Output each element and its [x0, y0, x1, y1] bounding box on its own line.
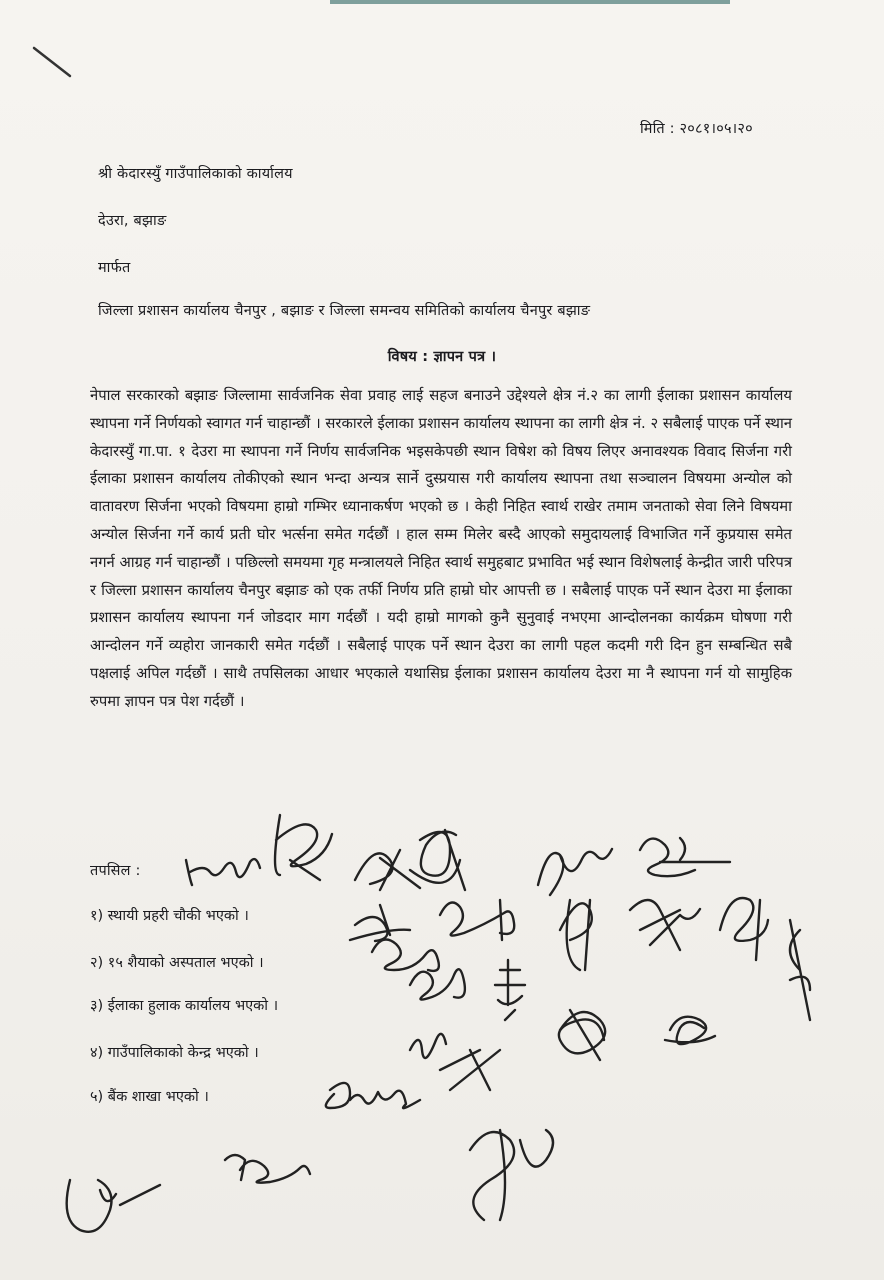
signature-8 — [440, 900, 514, 940]
annex-title: तपसिल : — [90, 863, 141, 879]
subject-line: विषय : ज्ञापन पत्र । — [387, 349, 497, 365]
signature-4 — [410, 830, 465, 890]
signature-5 — [538, 849, 612, 895]
signature-2 — [275, 815, 332, 880]
signature-20 — [470, 1130, 553, 1220]
signature-11 — [720, 898, 768, 960]
signature-18 — [410, 1034, 500, 1090]
annex-item-2: २) १५ शैयाको अस्पताल भएको । — [90, 955, 264, 971]
signature-21 — [67, 1180, 160, 1232]
recipient-address: देउरा, बझाङ — [98, 213, 167, 229]
signature-19 — [326, 1083, 420, 1108]
signature-16 — [559, 1010, 605, 1060]
via-offices: जिल्ला प्रशासन कार्यालय चैनपुर , बझाङ र जिल्ला समन्वय समितिको कार्यालय चैनपुर बझाङ — [98, 303, 591, 319]
signature-17 — [665, 1017, 715, 1044]
letter-body: नेपाल सरकारको बझाङ जिल्लामा सार्वजनिक सेवा प्रवाह लाई सहज बनाउने उद्देश्यले क्षेत्र नं.२ का लागी ईलाका प्रशासन कार्यालय स्थापना गर्ने निर्णयको स्वागत गर्न चाहान्छौं । सरकारले ईलाका प्रशासन कार्यालय स्थापना का लागी क्षेत्र नं. २ सबैलाई पाएक पर्ने स्थान केदारस्युँ गा.पा. १ देउरा मा स्थापना गर्ने निर्णय सार्वजनिक भइसकेपछी स्थान विषेश को विषय लिएर अनावश्यक विवाद सिर्जना गरी ईलाका प्रशासन कार्यालय तोकीएको स्थान भन्दा अन्यत्र सार्ने दुस्प्रयास गरी कार्यालय स्थापना तथा सञ्चालन विषयमा अन्योल को वातावरण सिर्जना भएको विषयमा हाम्रो गम्भिर ध्यानाकर्षण भएको छ । केही निहित स्वार्थ राखेर तमाम जनताको सेवा लिने विषयमा अन्योल सिर्जना गर्ने कार्य प्रती घोर भर्त्सना समेत गर्दछौं । हाल सम्म मिलेर बस्दै आएको समुदायलाई विभाजित गर्ने कुप्रयास समेत नगर्न आग्रह गर्न चाहान्छौं । पछिल्लो समयमा गृह मन्त्रालयले निहित स्वार्थ समुहबाट प्रभावित भई स्थान विशेषलाई केन्द्रीत जारी परिपत्र र जिल्ला प्रशासन कार्यालय चैनपुर बझाङ को एक तर्फी निर्णय प्रति हाम्रो घोर आपत्ती छ । सबैलाई पाएक पर्ने स्थान देउरा मा ईलाका प्रशासन कार्यालय स्थापना गर्न जोडदार माग गर्दछौं । यदी हाम्रो मागको कुनै सुनुवाई नभएमा आन्दोलनका कार्यक्रम घोषणा गरी आन्दोलन गर्ने व्यहोरा जानकारी समेत गर्दछौं । सबैलाई पाएक पर्ने स्थान देउरा का लागी पहल कदमी गरी दिन हुन सम्बन्धित सबै पक्षलाई अपिल गर्दछौं । साथै तपसिलका आधार भएकाले यथासिघ्र ईलाका प्रशासन कार्यालय देउरा मा नै स्थापना गर्न यो सामुहिक रुपमा ज्ञापन पत्र पेश गर्दछौं । — [90, 387, 792, 710]
annex-item-5: ५) बैंक शाखा भएको । — [90, 1089, 209, 1105]
via-label: मार्फत — [98, 260, 131, 276]
signature-10 — [630, 900, 700, 950]
signature-9 — [560, 900, 592, 970]
signature-6 — [640, 838, 730, 876]
signature-14 — [410, 969, 465, 999]
signature-1 — [186, 859, 260, 885]
annex-item-4: ४) गाउँपालिकाको केन्द्र भएको । — [90, 1045, 259, 1061]
recipient-line: श्री केदारस्युँ गाउँपालिकाको कार्यालय — [98, 166, 293, 182]
letter-date: मिति : २०८१।०५।२० — [640, 121, 753, 137]
signature-7 — [350, 905, 410, 941]
signature-22 — [225, 1155, 310, 1183]
signature-15 — [495, 960, 525, 1020]
signature-12 — [790, 920, 810, 1020]
annex-item-1: १) स्थायी प्रहरी चौकी भएको । — [90, 908, 249, 924]
signature-13 — [372, 940, 439, 971]
annex-item-3: ३) ईलाका हुलाक कार्यालय भएको । — [90, 998, 279, 1014]
